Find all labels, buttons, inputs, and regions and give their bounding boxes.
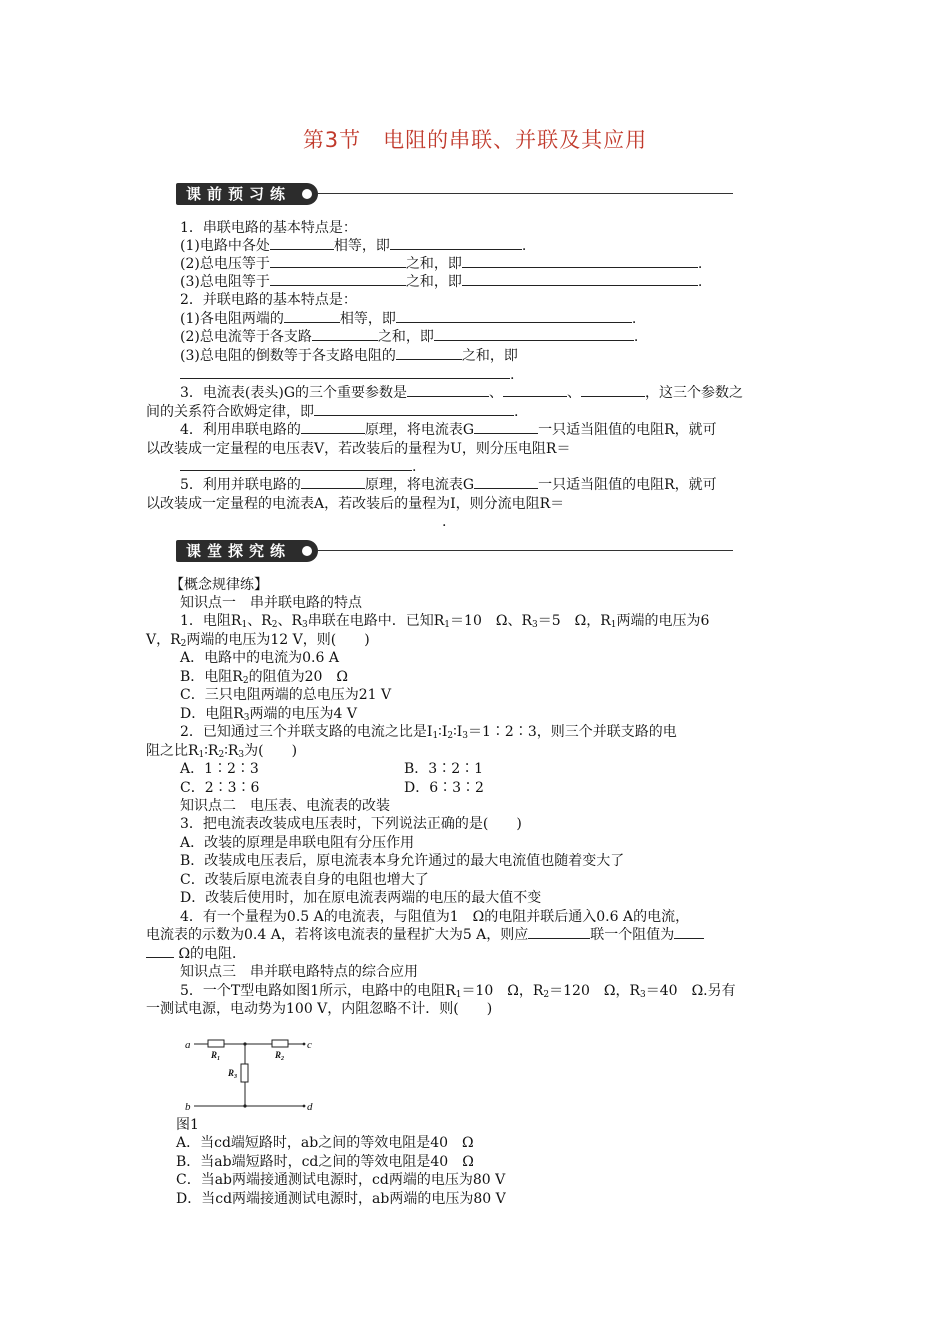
section-title: 课前预习练 bbox=[186, 185, 292, 203]
knowledge-point-3: 知识点三 串并联电路特点的综合应用 bbox=[180, 964, 418, 980]
question-5: 5．利用并联电路的 原理，将电流表G 一只适当阻值的电阻R，就可 bbox=[180, 477, 717, 493]
exercise-4: 4．有一个量程为0.5 A的电流表，与阻值为1 Ω的电阻并联后通入0.6 A的电流， bbox=[180, 909, 690, 925]
t-circuit-diagram bbox=[180, 1032, 330, 1118]
exercise-1-option-d: D．电阻$R_3$两端的电压为4 V bbox=[180, 706, 357, 723]
question-2: 2．并联电路的基本特点是： bbox=[180, 292, 357, 308]
exercise-5-option-c: C．当ab两端接通测试电源时，cd两端的电压为80 V bbox=[176, 1172, 506, 1188]
question-1c: (3)总电阻等于 之和，即 . bbox=[180, 274, 703, 290]
knowledge-point-1: 知识点一 串并联电路的特点 bbox=[180, 595, 362, 611]
question-2a: (1)各电阻两端的 相等，即 . bbox=[180, 311, 637, 327]
svg-text:R1: $R_1$ bbox=[211, 1050, 221, 1062]
question-4-line2: 以改装成一定量程的电压表V，若改装后的量程为U，则分压电阻R＝ bbox=[146, 441, 571, 457]
question-4: 4．利用串联电路的 原理，将电流表G 一只适当阻值的电阻R，就可 bbox=[180, 422, 717, 438]
exercise-2-option-c: C．2∶3∶6 bbox=[180, 780, 260, 796]
knowledge-point-2: 知识点二 电压表、电流表的改装 bbox=[180, 798, 390, 814]
r2-label: R bbox=[275, 1050, 282, 1060]
exercise-2-option-d: D．6∶3∶2 bbox=[404, 780, 484, 796]
r1-label: R bbox=[211, 1050, 218, 1060]
question-2c-blank: . bbox=[180, 366, 514, 384]
question-4-blank: . bbox=[180, 458, 416, 476]
exercise-3-option-a: A．改装的原理是串联电阻有分压作用 bbox=[180, 835, 415, 851]
exercise-2: 2．已知通过三个并联支路的电流之比是$I_1∶I_2∶I_3=1∶2∶3$，则三个并联支路的电 bbox=[180, 724, 677, 741]
exercise-1: 1．电阻$R_1$、$R_2$、$R_3$串联在电路中．已知$R_1=10$ Ω、$R_3=5$ Ω，$R_1$两端的电压为6 bbox=[180, 613, 710, 630]
question-2c: (3)总电阻的倒数等于各支路电阻的 之和，即 bbox=[180, 348, 518, 364]
exercise-3: 3．把电流表改装成电压表时，下列说法正确的是( ) bbox=[180, 816, 522, 832]
exercise-5-option-a: A．当cd端短路时，ab之间的等效电阻是40 Ω bbox=[176, 1135, 474, 1151]
exercise-3-option-b: B．改装成电压表后，原电流表本身允许通过的最大电流值也随着变大了 bbox=[180, 853, 625, 869]
question-3-line2: 间的关系符合欧姆定律，即 . bbox=[146, 404, 519, 420]
svg-text:R3: $R_3$ bbox=[228, 1068, 238, 1080]
exercise-2-option-b: B．3∶2∶1 bbox=[404, 761, 484, 777]
question-5-blank: . bbox=[442, 514, 447, 530]
r3-label: R bbox=[228, 1068, 235, 1078]
terminal-a-label: a bbox=[185, 1039, 191, 1051]
divider bbox=[318, 193, 733, 194]
figure-caption: 图1 bbox=[176, 1117, 199, 1133]
exercise-1-option-c: C．三只电阻两端的总电压为21 V bbox=[180, 687, 392, 703]
exercise-3-option-c: C．改装后原电流表自身的电阻也增大了 bbox=[180, 872, 429, 888]
exercise-2-option-a: A．1∶2∶3 bbox=[180, 761, 259, 777]
section-title: 课堂探究练 bbox=[186, 542, 292, 560]
question-5-line2: 以改装成一定量程的电流表A，若改装后的量程为I，则分流电阻R＝ bbox=[146, 496, 565, 512]
page-title: 第3节 电阻的串联、并联及其应用 bbox=[302, 128, 648, 152]
exercise-4-line2: 电流表的示数为0.4 A，若将该电流表的量程扩大为5 A，则应 联一个阻值为 bbox=[146, 926, 704, 944]
question-2b: (2)总电流等于各支路 之和，即 . bbox=[180, 329, 639, 345]
dot-icon bbox=[302, 189, 312, 199]
exercise-1-option-a: A．电路中的电流为0.6 A bbox=[180, 650, 339, 666]
dot-icon bbox=[302, 546, 312, 556]
exercise-1-option-b: B．电阻$R_2$的阻值为20 Ω bbox=[180, 669, 348, 686]
exercise-5-option-b: B．当ab端短路时，cd之间的等效电阻是40 Ω bbox=[176, 1154, 474, 1170]
terminal-c-label: c bbox=[307, 1039, 312, 1051]
exercise-3-option-d: D．改装后使用时，加在原电流表两端的电压的最大值不变 bbox=[180, 890, 542, 906]
svg-text:R2: $R_2$ bbox=[275, 1050, 285, 1062]
exercise-5-line2: 一测试电源，电动势为100 V，内阻忽略不计．则( ) bbox=[146, 1001, 493, 1017]
exercise-1-line2: V，$R_2$两端的电压为12 V，则( ) bbox=[146, 632, 370, 649]
question-3: 3．电流表(表头)G的三个重要参数是 、 、 ，这三个参数之 bbox=[180, 385, 744, 401]
exercise-2-line2: 阻之比$R_1∶R_2∶R_3$为( ) bbox=[146, 743, 298, 760]
exercise-5-option-d: D．当cd两端接通测试电源时，ab两端的电压为80 V bbox=[176, 1191, 506, 1207]
heading-concepts: 【概念规律练】 bbox=[170, 577, 268, 593]
terminal-d-label: d bbox=[307, 1101, 313, 1113]
question-1: 1．串联电路的基本特点是： bbox=[180, 220, 357, 236]
divider bbox=[318, 550, 733, 551]
question-1b: (2)总电压等于 之和，即 . bbox=[180, 256, 703, 272]
question-1a: (1)电路中各处 相等，即 . bbox=[180, 238, 527, 254]
exercise-5: 5．一个T型电路如图1所示，电路中的电阻$R_1=10$ Ω，$R_2=120$ Ω，$R_3=40$ Ω.另有 bbox=[180, 983, 736, 1000]
exercise-4-line3: Ω的电阻． bbox=[146, 945, 246, 963]
terminal-b-label: b bbox=[185, 1101, 191, 1113]
